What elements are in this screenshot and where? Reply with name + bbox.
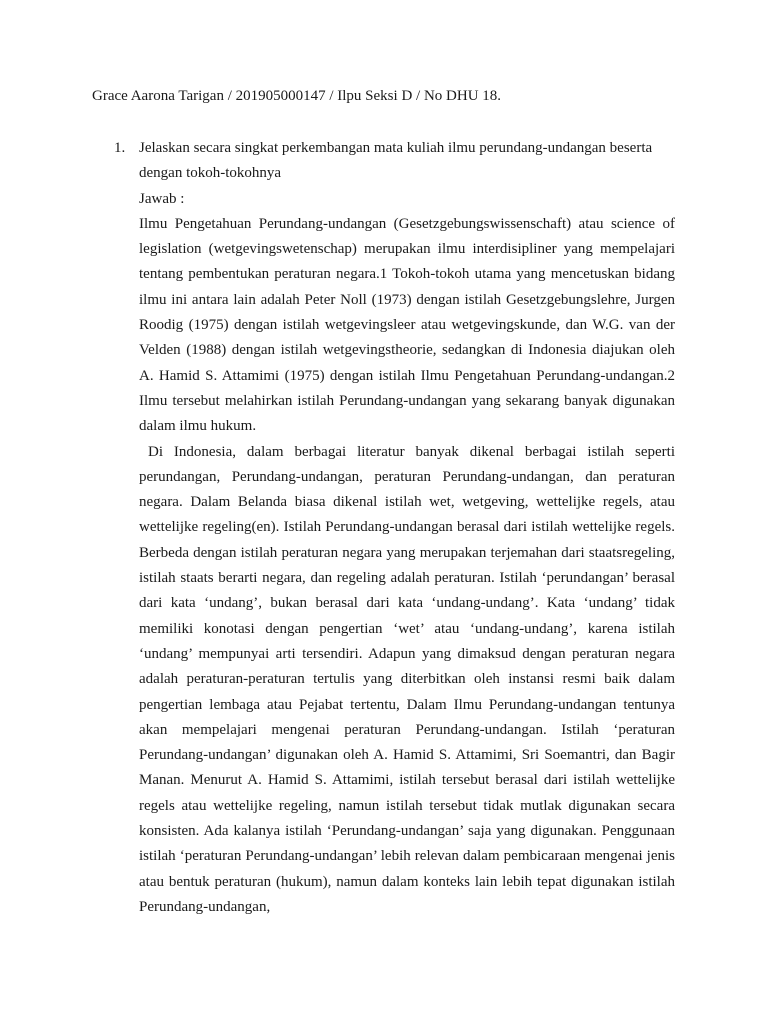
answer-label: Jawab : <box>139 190 185 207</box>
answer-paragraph-1: Ilmu Pengetahuan Perundang-undangan (Gesetzgebungswissenschaft) atau science of legislation (wetgevingswetenschap) merupakan ilmu interdisipliner yang mempelajari tentang pembentukan peraturan negara.1 Tokoh-tokoh utama yang mencetuskan bidang ilmu ini antara lain adalah Peter Noll (1973) dengan istilah Gesetzgebungslehre, Jurgen Roodig (1975) dengan istilah wetgevingsleer atau wetgevingskunde, dan W.G. van der Velden (1988) dengan istilah wetgevingstheorie, sedangkan di Indonesia diajukan oleh A. Hamid S. Attamimi (1975) dengan istilah Ilmu Pengetahuan Perundang-undangan.2 Ilmu tersebut melahirkan istilah Perundang-undangan yang sekarang banyak digunakan dalam ilmu hukum. <box>139 215 675 435</box>
answer-paragraph-2: Di Indonesia, dalam berbagai literatur banyak dikenal berbagai istilah seperti perundangan, Perundang-undangan, peraturan Perundang-undangan, dan peraturan negara. Dalam Belanda biasa dikenal istilah wet, wetgeving, wettelijke regels, atau wettelijke regeling(en). Istilah Perundang-undangan berasal dari istilah wettelijke regels. Berbeda dengan istilah peraturan negara yang merupakan terjemahan dari staatsregeling, istilah staats berarti negara, dan regeling adalah peraturan. Istilah ‘perundangan’ berasal dari kata ‘undang’, bukan berasal dari kata ‘undang-undang’. Kata ‘undang’ tidak memiliki konotasi dengan pengertian ‘wet’ atau ‘undang-undang’, karena istilah ‘undang’ mempunyai arti tersendiri. Adapun yang dimaksud dengan peraturan negara adalah peraturan-peraturan tertulis yang diterbitkan oleh instansi resmi baik dalam pengertian lembaga atau Pejabat tertentu, Dalam Ilmu Perundang-undangan tentunya akan mempelajari mengenai peraturan Perundang-undangan. Istilah ‘peraturan Perundang-undangan’ digunakan oleh A. Hamid S. Attamimi, Sri Soemantri, dan Bagir Manan. Menurut A. Hamid S. Attamimi, istilah tersebut berasal dari istilah wettelijke regels atau wettelijke regeling, namun istilah tersebut tidak mutlak digunakan secara konsisten. Ada kalanya istilah ‘Perundang-undangan’ saja yang digunakan. Penggunaan istilah ‘peraturan Perundang-undangan’ lebih relevan dalam pembicaraan mengenai jenis atau bentuk peraturan (hukum), namun dalam konteks lain lebih tepat digunakan istilah Perundang-undangan, <box>139 443 675 915</box>
list-item-number: 1. <box>114 140 126 156</box>
author-line: Grace Aarona Tarigan / 201905000147 / Ilpu Seksi D / No DHU 18. <box>92 88 502 104</box>
question-text: Jelaskan secara singkat perkembangan mata kuliah ilmu perundang-undangan beserta dengan tokoh-tokohnya <box>139 140 653 182</box>
list-item-body <box>139 136 675 920</box>
